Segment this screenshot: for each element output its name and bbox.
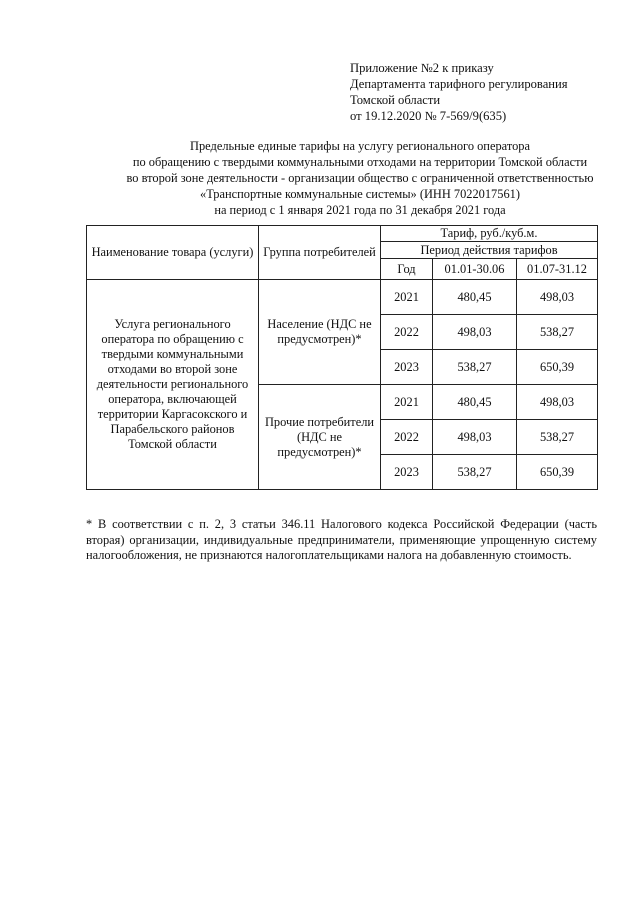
tariff-cell: 538,27 (433, 350, 517, 385)
tariff-table (86, 225, 598, 490)
title-line: по обращению с твердыми коммунальными отходами на территории Томской области (132, 155, 588, 169)
header-group: Группа потребителей (259, 226, 381, 280)
header-period-2: 01.07-31.12 (517, 259, 598, 280)
annex-line: Приложение №2 к приказу (350, 61, 494, 75)
header-tariff: Тариф, руб./куб.м. (381, 226, 598, 242)
tariff-cell: 480,45 (433, 385, 517, 420)
tariff-cell: 538,27 (433, 455, 517, 490)
annex-header (350, 60, 568, 124)
tariff-cell: 498,03 (517, 385, 598, 420)
annex-line: от 19.12.2020 № 7-569/9(635) (350, 109, 507, 123)
tariff-cell: 538,27 (517, 315, 598, 350)
service-name: Услуга регионального оператора по обращению с твердыми коммунальными отходами во второй зоне деятельности регионального оператора, включающей территории Каргасокского и Парабельского районов Томской области (87, 280, 259, 490)
table-header-row (87, 226, 598, 242)
footnote: * В соответствии с п. 2, 3 статьи 346.11 Налогового кодекса Российской Федерации (часть вторая) организации, индивидуальные предприниматели, применяющие упрощенную систему налогообложения, не признаются налогоплательщиками налога на добавленную стоимость. (86, 517, 597, 563)
year-cell: 2022 (381, 315, 433, 350)
tariff-cell: 650,39 (517, 350, 598, 385)
tariff-cell: 650,39 (517, 455, 598, 490)
year-cell: 2023 (381, 455, 433, 490)
consumer-group: Население (НДС не предусмотрен)* (259, 280, 381, 385)
table-row (87, 280, 598, 315)
header-product: Наименование товара (услуги) (87, 226, 259, 280)
tariff-cell: 498,03 (517, 280, 598, 315)
header-year: Год (381, 259, 433, 280)
title-line: на период с 1 января 2021 года по 31 декабря 2021 года (214, 203, 506, 217)
year-cell: 2022 (381, 420, 433, 455)
consumer-group: Прочие потребители (НДС не предусмотрен)* (259, 385, 381, 490)
year-cell: 2023 (381, 350, 433, 385)
annex-line: Томской области (350, 93, 441, 107)
year-cell: 2021 (381, 280, 433, 315)
header-period-1: 01.01-30.06 (433, 259, 517, 280)
tariff-cell: 498,03 (433, 315, 517, 350)
annex-line: Департамента тарифного регулирования (350, 77, 568, 91)
year-cell: 2021 (381, 385, 433, 420)
title-line: во второй зоне деятельности - организации общество с ограниченной ответственностью (126, 171, 594, 185)
tariff-cell: 538,27 (517, 420, 598, 455)
title-line: «Транспортные коммунальные системы» (ИНН 7022017561) (200, 187, 520, 201)
document-title (80, 138, 640, 218)
tariff-cell: 480,45 (433, 280, 517, 315)
tariff-cell: 498,03 (433, 420, 517, 455)
header-period: Период действия тарифов (381, 242, 598, 259)
title-line: Предельные единые тарифы на услугу регионального оператора (190, 139, 530, 153)
